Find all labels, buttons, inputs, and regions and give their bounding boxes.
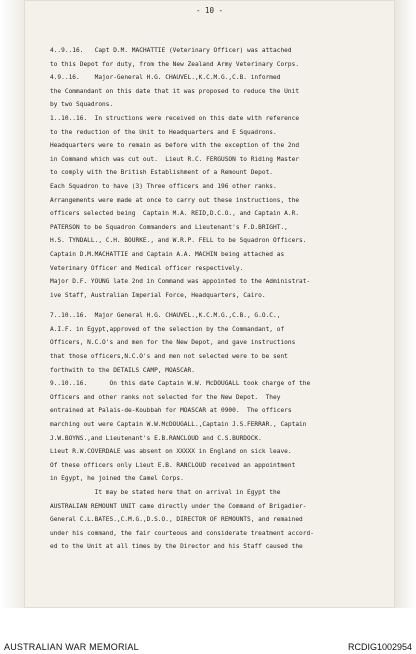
text-line: ed to the Unit at all times by the Director and his Staff caused the: [50, 543, 303, 551]
paragraph-gap: [50, 302, 402, 309]
text-line: officers selected being Captain M.A. REID,D.C.O., and Captain A.R.: [50, 210, 300, 218]
text-line: 4..9..16. Capt D.M. MACHATTIE (Veterinary Officer) was attached: [50, 47, 292, 54]
scan-left-margin: [0, 0, 24, 608]
footer-institution: AUSTRALIAN WAR MEMORIAL: [4, 642, 139, 652]
text-line: General C.L.BATES.,C.M.G.,D.S.O., DIRECTOR OF REMOUNTS, and remained: [50, 516, 303, 524]
text-line: in Egypt, he joined the Camel Corps.: [50, 475, 184, 483]
text-line: forthwith to the DETAILS CAMP, MOASCAR.: [50, 366, 195, 374]
text-line: the Commandant on this date that it was proposed to reduce the Unit: [50, 87, 300, 95]
text-line: A.I.F. in Egypt,approved of the selection by the Commandant, of: [50, 325, 285, 333]
text-line: under his command, the fair courteous and considerate treatment accord-: [50, 529, 314, 537]
text-line: Arrangements were made at once to carry out these instructions, the: [50, 196, 300, 204]
text-line: 1..10..16. In structions were received on this date with reference: [50, 114, 300, 122]
text-line: 4.9..16. Major-General H.G. CHAUVEL.,K.C.M.G.,C.B. informed: [50, 74, 281, 82]
text-line: Lieut R.W.COVERDALE was absent on XXXXX in England on sick leave.: [50, 448, 292, 456]
text-line: to this Depot for duty, from the New Zealand Army Veterinary Corps.: [50, 60, 300, 68]
text-line: Major D.F. YOUNG late 2nd in Command was appointed to the Administrat-: [50, 278, 311, 286]
text-line: 9..10..16. On this date Captain W.W. McDOUGALL took charge of the: [50, 380, 311, 388]
text-line: Officers and other ranks not selected for the New Depot. They: [50, 393, 281, 401]
archive-footer: [0, 608, 416, 654]
text-line: Officers, N.C.O's and men for the New Depot, and gave instructions: [50, 339, 296, 347]
footer-reference: RCDIG1002954: [347, 642, 412, 652]
text-line: ive Staff, Australian Imperial Force, Headquarters, Cairo.: [50, 291, 266, 299]
text-line: by two Squadrons.: [50, 101, 114, 109]
typed-text-body: [50, 44, 402, 554]
text-line: that those officers,N.C.O's and men not selected were to be sent: [50, 353, 288, 361]
text-line: Veterinary Officer and Medical officer respectively.: [50, 264, 244, 272]
text-line: Of these officers only Lieut E.B. RANCLOUD received an appointment: [50, 461, 296, 469]
page-number: - 10 -: [195, 6, 224, 15]
text-line: AUSTRALIAN REMOUNT UNIT came directly under the Command of Brigadier-: [50, 502, 307, 510]
text-line: to comply with the British Establishment of a Remount Depot.: [50, 169, 274, 177]
text-line: Headquarters were to remain as before with the exception of the 2nd: [50, 142, 300, 150]
text-line: to the reduction of the Unit to Headquarters and E Squadrons.: [50, 128, 277, 136]
text-line: PATERSON to be Squadron Commanders and Lieutenant's F.D.BRIGHT.,: [50, 223, 288, 231]
text-line: H.S. TYNDALL., C.H. BOURKE., and W.R.P. FELL to be Squadron Officers.: [50, 237, 307, 245]
text-line: marching out were Captain W.W.McDOUGALL.,Captain J.S.FERRAR., Captain: [50, 421, 307, 429]
text-line: It may be stated here that on arrival in Egypt the: [50, 489, 281, 496]
text-line: in Command which was cut out. Lieut R.C. FERGUSON to Riding Master: [50, 155, 300, 163]
text-line: J.W.BOYNS.,and Lieutenant's E.B.RANCLOUD and C.S.BURDOCK.: [50, 434, 262, 442]
text-line: Each Squadron to have (3) Three officers and 196 other ranks.: [50, 182, 277, 190]
text-line: 7..10..16. Major General H.G. CHAUVEL.,K.C.M.G.,C.B., G.O.C.,: [50, 312, 281, 320]
text-line: entrained at Palais-de-Koubbah for MOASCAR at 0900. The officers: [50, 407, 292, 415]
text-line: Captain D.M.MACHATTIE and Captain A.A. MACHIN being attached as: [50, 250, 285, 258]
